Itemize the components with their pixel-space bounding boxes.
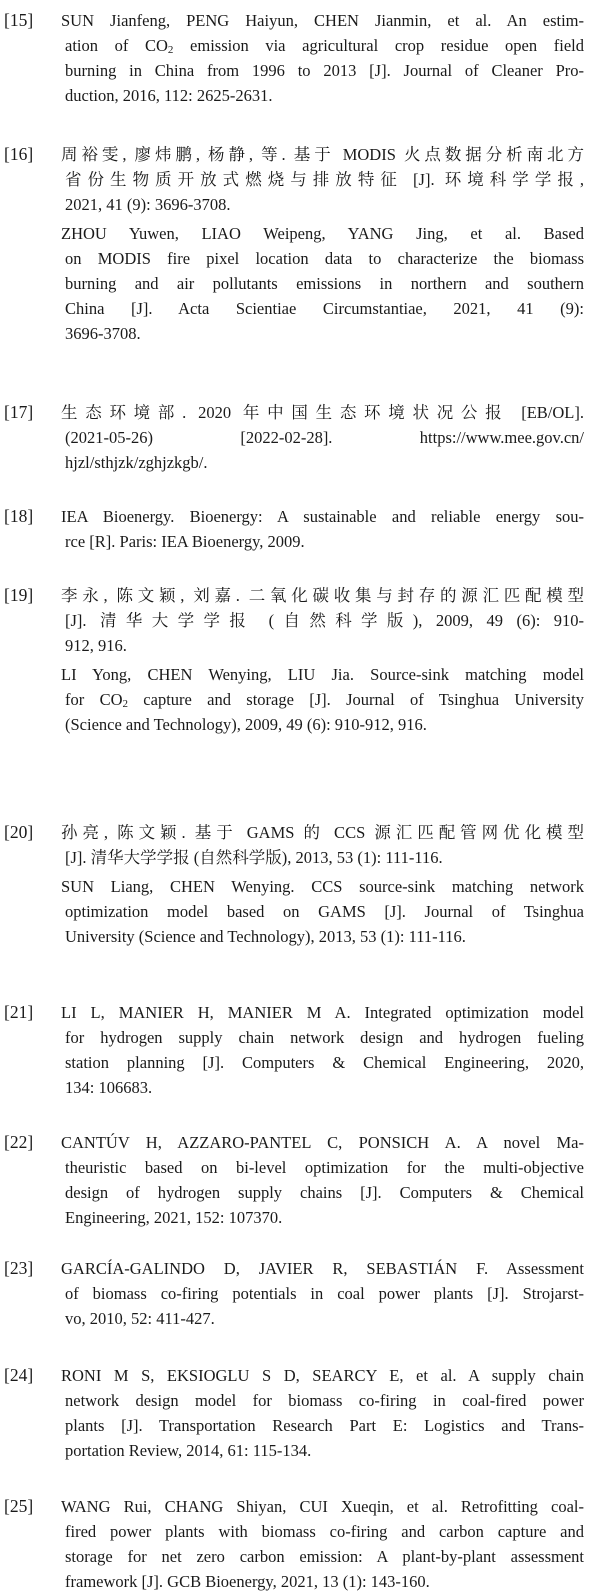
reference-paragraph [61,1000,584,1100]
reference-paragraph [61,142,584,217]
reference-number: [19] [4,585,34,605]
reference-line: SUN Liang, CHEN Wenying. CCS source-sink matching network [61,877,584,896]
reference-paragraph [61,1256,584,1331]
reference-line: burning in China from 1996 to 2013 [J]. Journal of Cleaner Pro- [65,61,584,80]
reference-line: for hydrogen supply chain network design and hydrogen fueling [65,1028,584,1047]
reference-line: fired power plants with biomass co-firing and carbon capture and [65,1522,584,1541]
reference-number: [25] [4,1496,34,1516]
reference-line: 912, 916. [65,636,127,655]
reference-line: LI Yong, CHEN Wenying, LIU Jia. Source-sink matching model [61,665,584,684]
reference-line: for $CO_2$ capture and storage [J]. Journal of Tsinghua University [65,690,584,710]
reference-line: 李永, 陈文颖, 刘嘉. 二氧化碳收集与封存的源汇匹配模型 [61,586,584,605]
reference-line: network design model for biomass co-firing in coal-fired power [65,1391,584,1410]
reference-body [61,1256,584,1331]
reference-number: [16] [4,144,34,164]
reference-number: [21] [4,1002,34,1022]
reference-line: plants [J]. Transportation Research Part E: Logistics and Trans- [65,1416,584,1435]
reference-paragraph [61,583,584,658]
reference-line: vo, 2010, 52: 411-427. [65,1309,215,1328]
reference-body [61,400,584,475]
reference-line: of biomass co-firing potentials in coal power plants [J]. Strojarst- [65,1284,584,1303]
reference-line: hjzl/sthjzk/zghjzkgb/. [65,453,208,472]
reference-number: [24] [4,1365,34,1385]
reference-line: WANG Rui, CHANG Shiyan, CUI Xueqin, et al. Retrofitting coal- [61,1497,584,1516]
reference-line: RONI M S, EKSIOGLU S D, SEARCY E, et al. A supply chain [61,1366,584,1385]
reference-line: (2021-05-26) [2022-02-28]. https://www.mee.gov.cn/ [65,428,584,447]
reference-body [61,1130,584,1230]
reference-line: storage for net zero carbon emission: A plant-by-plant assessment [65,1547,584,1566]
reference-line: optimization model based on GAMS [J]. Journal of Tsinghua [65,902,584,921]
reference-paragraph [61,1130,584,1230]
reference-number: [20] [4,822,34,842]
reference-line: station planning [J]. Computers & Chemical Engineering, 2020, [65,1053,584,1072]
reference-number: [18] [4,506,34,526]
reference-line: (Science and Technology), 2009, 49 (6): 910-912, 916. [65,715,427,734]
reference-line: [J]. 清华大学学报 (自然科学版), 2009, 49 (6): 910- [65,611,584,630]
reference-line: on MODIS fire pixel location data to characterize the biomass [65,249,584,268]
reference-line: IEA Bioenergy. Bioenergy: A sustainable and reliable energy sou- [61,507,584,526]
reference-line: ZHOU Yuwen, LIAO Weipeng, YANG Jing, et al. Based [61,224,584,243]
reference-line: GARCÍA-GALINDO D, JAVIER R, SEBASTIÁN F. Assessment [61,1259,584,1278]
reference-line: Engineering, 2021, 152: 107370. [65,1208,283,1227]
reference-body [61,142,584,346]
reference-line: theuristic based on bi-level optimization for the multi-objective [65,1158,584,1177]
reference-number: [23] [4,1258,34,1278]
reference-paragraph [61,504,584,554]
reference-line: duction, 2016, 112: 2625-2631. [65,86,273,105]
reference-body [61,8,584,108]
reference-paragraph [61,1494,584,1594]
reference-body [61,1000,584,1100]
reference-line: 生态环境部. 2020 年中国生态环境状况公报 [EB/OL]. [61,403,584,422]
reference-line: 134: 106683. [65,1078,153,1097]
reference-line: LI L, MANIER H, MANIER M A. Integrated optimization model [61,1003,584,1022]
reference-line: rce [R]. Paris: IEA Bioenergy, 2009. [65,532,305,551]
reference-line: China [J]. Acta Scientiae Circumstantiae, 2021, 41 (9): [65,299,584,318]
reference-line: 周裕雯, 廖炜鹏, 杨静, 等. 基于 MODIS 火点数据分析南北方 [61,145,584,164]
reference-number: [17] [4,402,34,422]
reference-line: 3696-3708. [65,324,141,343]
reference-paragraph [61,874,584,949]
reference-body [61,504,584,554]
reference-paragraph [61,662,584,737]
reference-line: ation of $CO_2$ emission via agricultural crop residue open field [65,36,584,56]
reference-paragraph [61,221,584,346]
reference-body [61,820,584,949]
reference-line: University (Science and Technology), 2013, 53 (1): 111-116. [65,927,466,946]
reference-number: [22] [4,1132,34,1152]
reference-paragraph [61,820,584,870]
reference-body [61,1494,584,1594]
reference-line: 省份生物质开放式燃烧与排放特征 [J]. 环境科学学报, [65,170,584,189]
reference-line: SUN Jianfeng, PENG Haiyun, CHEN Jianmin, et al. An estim- [61,11,584,30]
reference-line: CANTÚV H, AZZARO-PANTEL C, PONSICH A. A novel Ma- [61,1133,584,1152]
reference-line: portation Review, 2014, 61: 115-134. [65,1441,312,1460]
reference-paragraph [61,1363,584,1463]
reference-line: burning and air pollutants emissions in northern and southern [65,274,584,293]
reference-line: 孙亮, 陈文颖. 基于 GAMS 的 CCS 源汇匹配管网优化模型 [61,823,584,842]
reference-number: [15] [4,10,34,30]
reference-line: design of hydrogen supply chains [J]. Computers & Chemical [65,1183,584,1202]
reference-paragraph [61,400,584,475]
reference-line: [J]. 清华大学学报 (自然科学版), 2013, 53 (1): 111-116. [65,848,443,867]
reference-body [61,1363,584,1463]
reference-paragraph [61,8,584,108]
reference-body [61,583,584,737]
reference-line: framework [J]. GCB Bioenergy, 2021, 13 (1): 143-160. [65,1572,430,1591]
reference-line: 2021, 41 (9): 3696-3708. [65,195,231,214]
